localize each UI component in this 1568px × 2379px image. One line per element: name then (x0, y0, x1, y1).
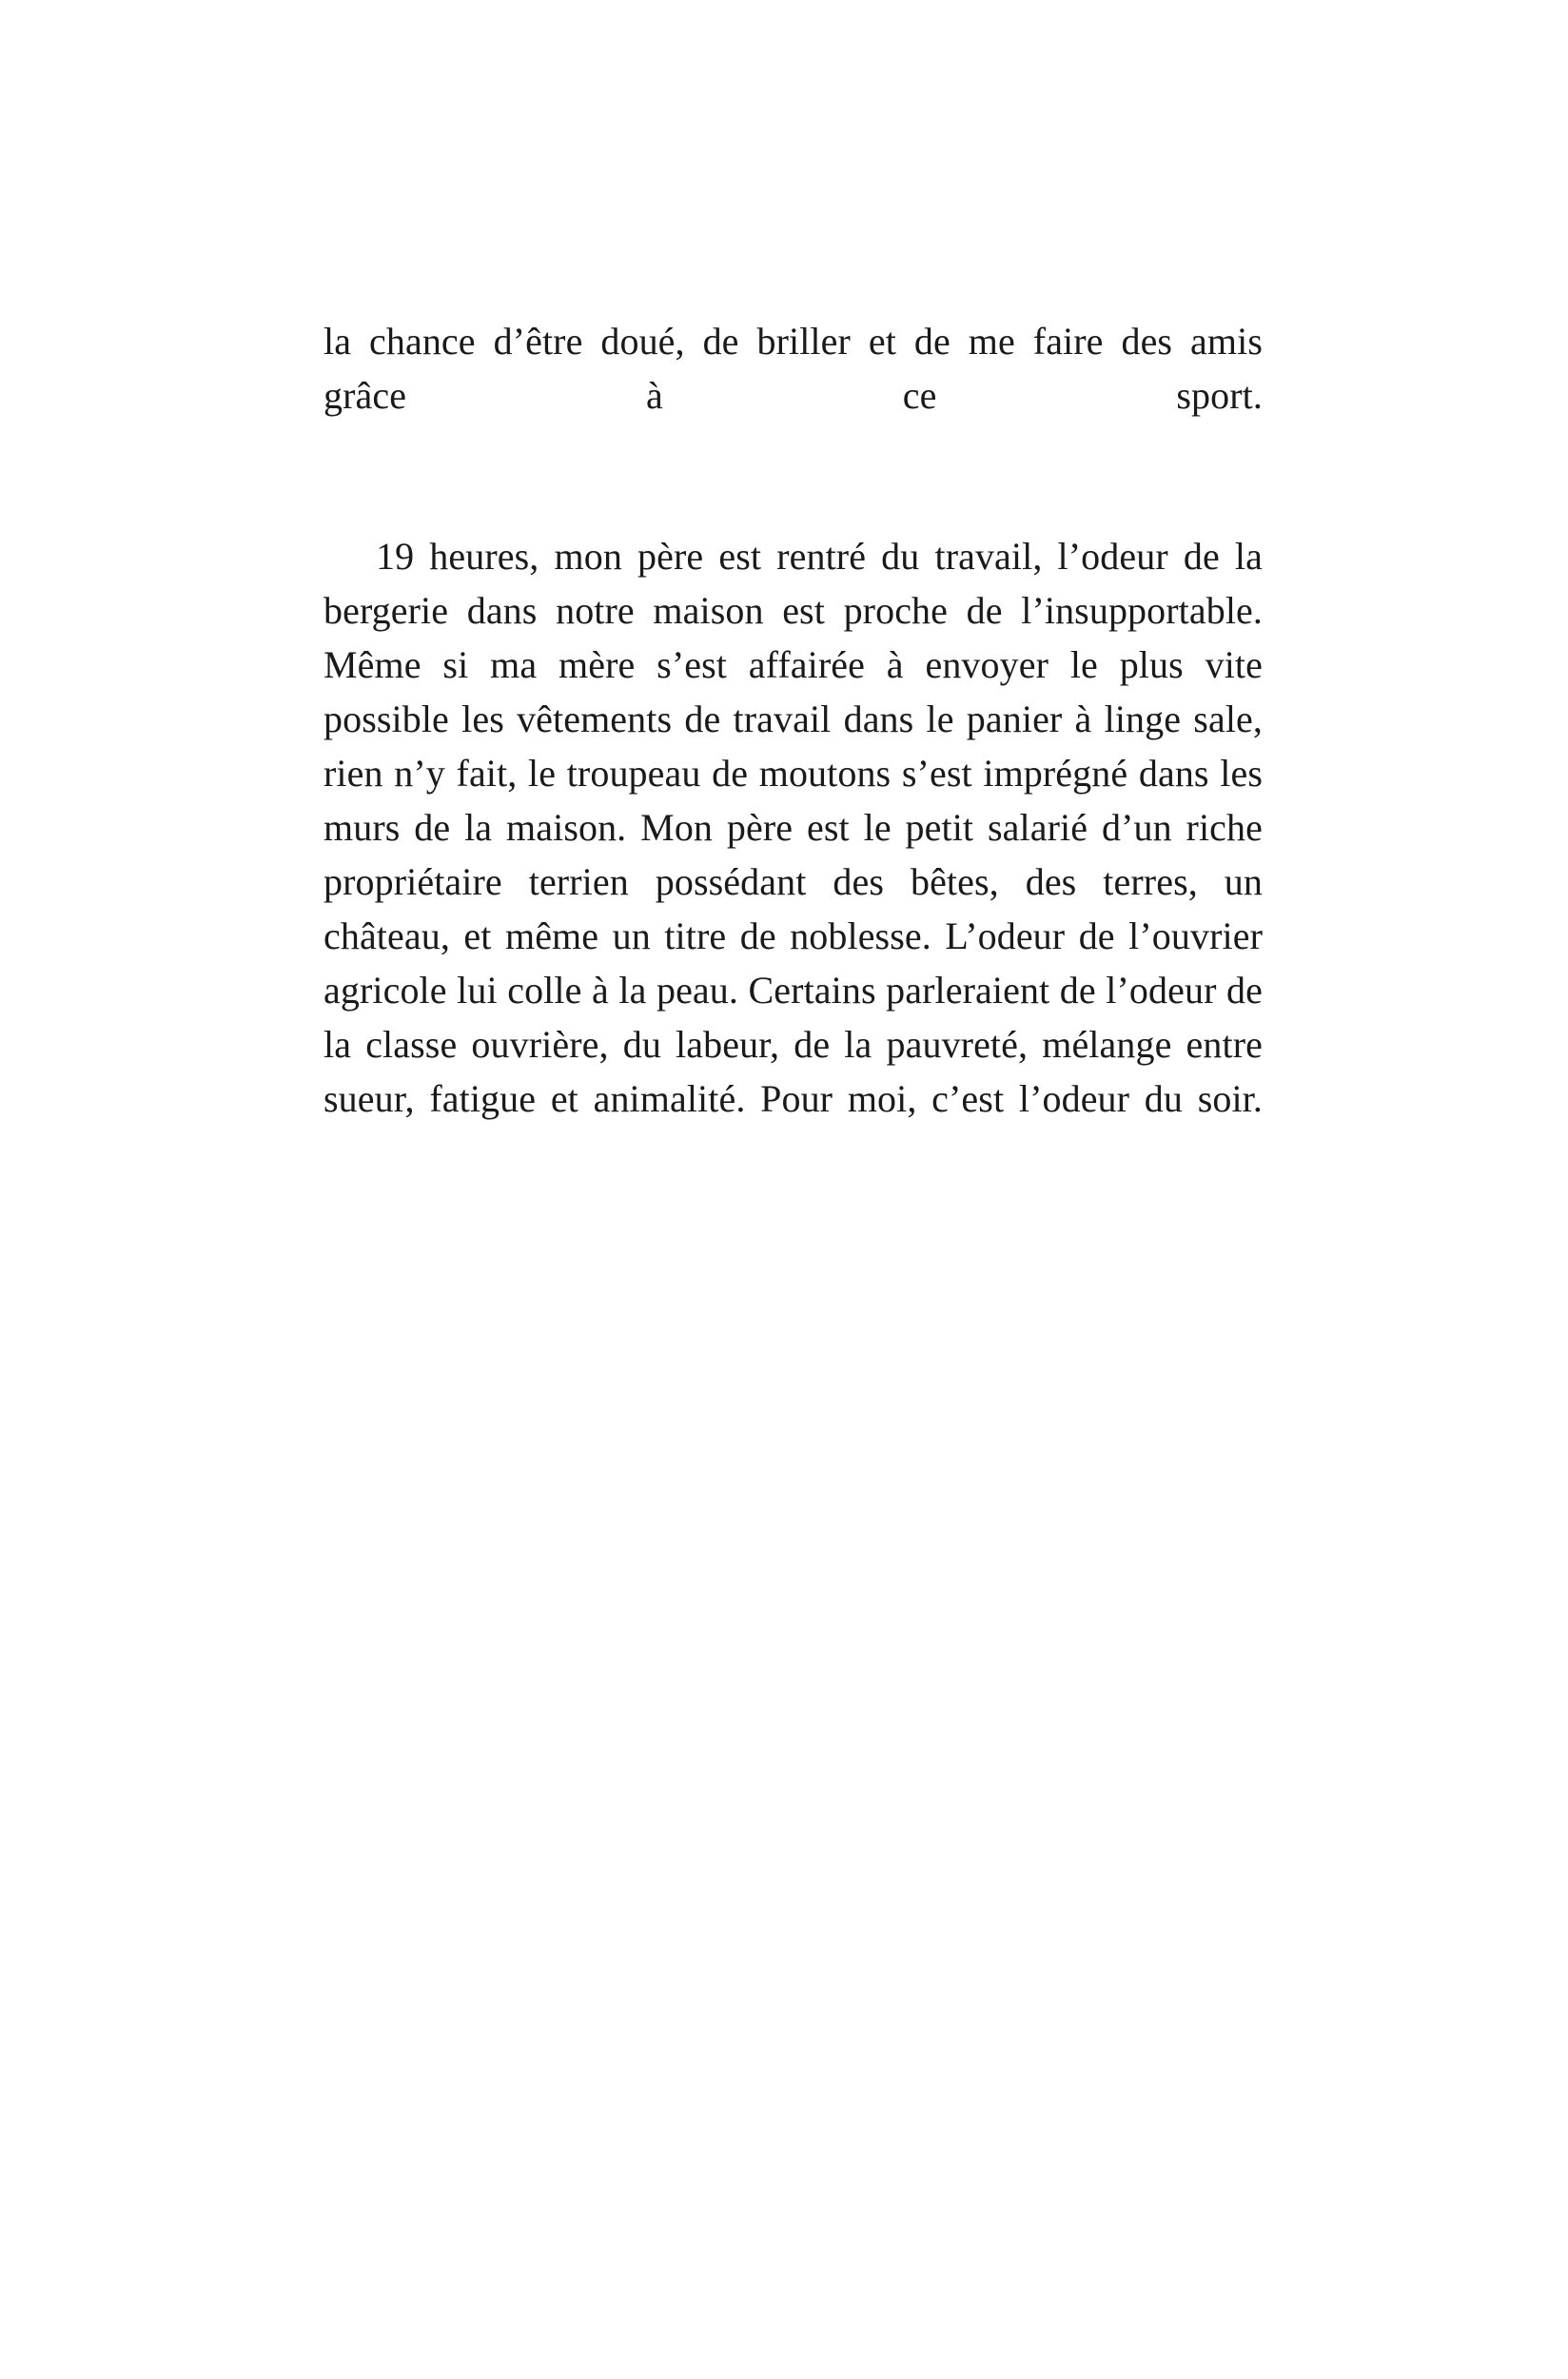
page-text-body (323, 314, 1263, 1180)
paragraph-continuation: la chance d’être doué, de briller et de me faire des amis grâce à ce sport. (323, 320, 1263, 417)
paragraph-odeur-du-soir: 19 heures, mon père est rentré du travail, l’odeur de la bergerie dans notre maison est proche de l’insupportable. Même si ma mère s’est affairée à envoyer le plus vite possible les vêtements de travail dans le panier à linge sale, rien n’y fait, le troupeau de moutons s’est imprégné dans les murs de la maison. Mon père est le petit salarié d’un riche propriétaire terrien possédant des bêtes, des terres, un château, et même un titre de noblesse. L’odeur de l’ouvrier agricole lui colle à la peau. Certains parleraient de l’odeur de la classe ouvrière, du labeur, de la pauvreté, mélange entre sueur, fatigue et animalité. Pour moi, c’est l’odeur du soir. (323, 535, 1263, 1120)
